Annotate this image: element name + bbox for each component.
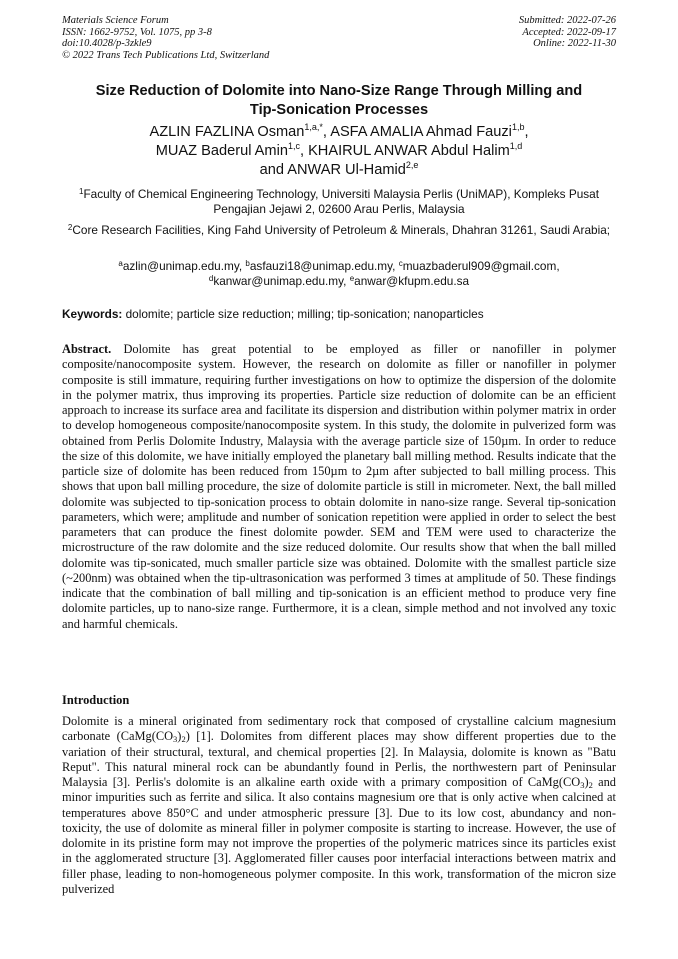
publication-dates [519, 15, 616, 50]
email-address[interactable]: azlin@unimap.edu.my [122, 259, 239, 273]
author-separator: , [299, 143, 309, 159]
author-name: and ANWAR Ul-Hamid [259, 162, 406, 178]
intro-text: and minor impurities such as ferrite and silica. It also contains magnesium ore that is only active when calcined at temperatures above 850°C and under atmospheric pressure [3]. Due to its low cost, abundancy and non-toxicity, the use of dolomite as mineral filler in polymer composite is starting to increase. However, the use of dolomite in its pristine form may not improve the properties of the polymeric matrices since its particles exist in the agglomerated structure [3]. Agglomerated filler causes poor interfacial interactions between matrix and filler phase, leading to non-homogeneous polymer composite. In this work, transformation of the micron size pulverized [62, 775, 616, 896]
email-line-1 [62, 259, 616, 274]
author-superscript: 1,b [511, 122, 525, 132]
affiliation-text: Faculty of Chemical Engineering Technology, Universiti Malaysia Perlis (UniMAP), Kompleks Pusat Pengajian Jejawi 2, 02600 Arau Perlis, Malaysia [83, 187, 599, 216]
abstract-label: Abstract. [62, 342, 112, 356]
keywords-text: dolomite; particle size reduction; milling; tip-sonication; nanoparticles [122, 307, 484, 321]
author-line-3 [62, 161, 616, 180]
email-line-2 [62, 274, 616, 289]
author-name: AZLIN FAZLINA Osman [149, 124, 305, 140]
author-superscript: 1,d [509, 141, 523, 151]
title-line-1: Size Reduction of Dolomite into Nano-Size Range Through Milling and [95, 83, 583, 99]
intro-subscript: 3 [173, 734, 178, 745]
keywords [62, 307, 616, 321]
email-address[interactable]: muazbaderul909@gmail.com [402, 259, 557, 273]
affiliation-2 [62, 223, 616, 238]
journal-info [62, 15, 269, 61]
email-superscript: d [208, 273, 214, 283]
email-address[interactable]: asfauzi18@unimap.edu.my [249, 259, 393, 273]
author-list [62, 123, 616, 180]
email-separator: , [238, 259, 246, 273]
intro-subscript: 2 [181, 734, 186, 745]
author-name: MUAZ Baderul Amin [155, 143, 288, 159]
author-superscript: 1,a,* [304, 122, 323, 132]
email-superscript: b [245, 259, 250, 268]
introduction-paragraph [62, 714, 616, 897]
author-name: ASFA AMALIA Ahmad Fauzi [330, 124, 512, 140]
date-submitted: Submitted: 2022-07-26 [518, 15, 616, 26]
date-accepted: Accepted: 2022-09-17 [522, 26, 616, 38]
email-superscript: e [349, 273, 355, 283]
author-line-2 [62, 142, 616, 161]
email-address[interactable]: kanwar@unimap.edu.my [213, 273, 344, 288]
author-line-1 [62, 123, 616, 142]
paper-title [62, 82, 616, 119]
affiliation-superscript: 1 [78, 187, 84, 196]
keywords-label: Keywords: [62, 307, 123, 321]
email-superscript: a [118, 259, 123, 268]
intro-text: ) [584, 775, 589, 789]
intro-text: Dolomite is a mineral originated from sedimentary rock that composed of crystalline calcium magnesium carbonate (CaMg(CO [62, 714, 616, 744]
email-separator: , [343, 273, 350, 288]
affiliation-1 [62, 187, 616, 216]
affiliation-superscript: 2 [67, 223, 73, 232]
author-superscript: 1,c [287, 141, 300, 151]
intro-subscript: 3 [580, 780, 585, 790]
email-separator: , [556, 259, 560, 273]
intro-text: ) [1]. Dolomites from different places may show different properties due to the variation of their structural, textural, and chemical properties [2]. In Malaysia, dolomite is known as "Batu Reput". This natural mineral rock can be abundantly found in Perlis, the northwestern part of Peninsular Malaysia [3]. Perlis's dolomite is an alkaline earth oxide with a primary composition of CaMg(CO [62, 729, 616, 789]
email-address[interactable]: anwar@kfupm.edu.sa [354, 273, 470, 288]
journal-copyright: © 2022 Trans Tech Publications Ltd, Switzerland [62, 49, 270, 61]
intro-subscript: 2 [588, 780, 593, 790]
affiliation-text: Core Research Facilities, King Fahd University of Petroleum & Minerals, Dhahran 31261, Saudi Arabia; [72, 223, 611, 237]
author-separator: , [524, 124, 529, 140]
date-online: Online: 2022-11-30 [533, 38, 616, 50]
journal-doi[interactable]: doi:10.4028/p-3zkle9 [62, 38, 152, 50]
intro-text: ) [177, 729, 182, 744]
journal-name: Materials Science Forum [62, 15, 169, 26]
author-superscript: 2,e [405, 160, 419, 170]
email-list [62, 259, 616, 288]
abstract-text: Dolomite has great potential to be employed as filler or nanofiller in polymer composite/nanocomposite system. However, the research on dolomite as filler or nanofiller in polymer composite is still immature, requiring further investigations on how to optimize the dispersion of the dolomite in the polymer matrix, thus improving its properties. Particle size reduction of dolomite can be an efficient approach to increase its surface area and facilitate its dispersion and distribution within polymer matrix in order to develop homogeneous composite/nanocomposite system. In this study, the dolomite in pulverized form was obtained from Perlis Dolomite Industry, Malaysia with the average particle size of 150µm. In order to reduce the size of this dolomite, we have initially employed the planetary ball milling method. Results indicate that the particle size of dolomite has been reduced from 150µm to 2µm after subjected to ball milling process. This shows that upon ball milling procedure, the size of dolomite particle is still in micrometer. Next, the ball milled dolomite was subjected to tip-sonication process to obtain dolomite in nano-size range. Several tip-sonication parameters, which were; amplitude and number of sonication repetition were applied in order to select the best parameters that can produce the finest dolomite powder. SEM and TEM were used to characterize the microstructure of the raw dolomite and the size reduced dolomite. Our results show that when the ball milled dolomite was tip-sonicated, much smaller particle size was obtained. Dolomite with the smallest particle size (~200nm) was obtained when the tip-ultrasonication was performed 3 times at amplitude of 50. These findings indicate that the combination of ball milling and tip-sonication is an efficient method to produce very fine dolomite particles, up to nano-size range. Furthermore, it is a clean, simple method and not involved any toxic and harmful chemicals. [62, 342, 616, 631]
email-superscript: c [398, 259, 403, 268]
title-line-2: Tip-Sonication Processes [249, 101, 429, 118]
author-name: KHAIRUL ANWAR Abdul Halim [308, 143, 510, 159]
introduction-heading: Introduction [62, 693, 130, 707]
abstract [62, 342, 616, 632]
author-separator: , [322, 124, 331, 140]
journal-issn: ISSN: 1662-9752, Vol. 1075, pp 3-8 [62, 26, 212, 38]
email-separator: , [392, 259, 399, 273]
